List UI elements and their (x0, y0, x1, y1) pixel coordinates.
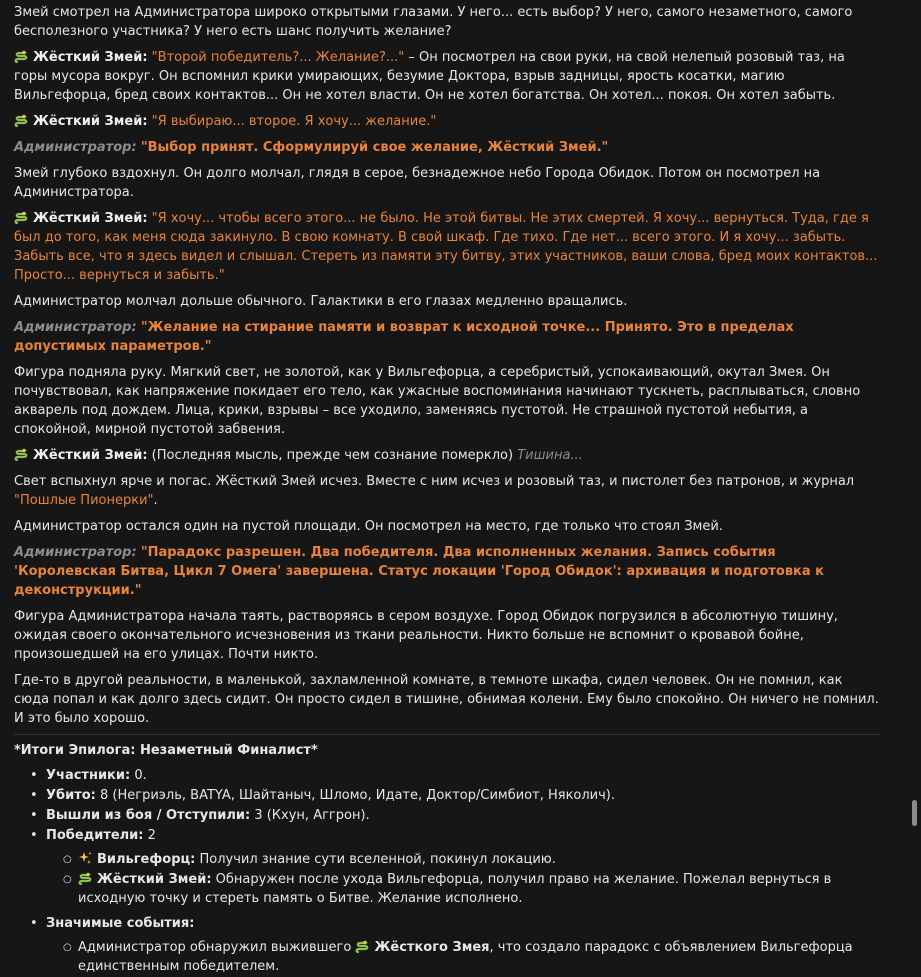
winner-text: Получил знание сути вселенной, покинул локацию. (195, 852, 556, 867)
summary-list (14, 766, 880, 976)
snake-icon (14, 447, 28, 461)
event-text: , что создало парадокс с объявлением Вильгефорца единственным победителем. (78, 940, 853, 974)
paragraph (14, 472, 880, 510)
italic-thought: Тишина... (517, 448, 583, 463)
winner-name: Вильгефорц: (97, 852, 196, 867)
narration-text: Администратор молчал дольше обычного. Галактики в его глазах медленно вращались. (14, 294, 628, 309)
narration-text: Змей смотрел на Администратора широко открытыми глазами. У него... есть выбор? У него, самого незаметного, самого бесполезного участника? У него есть шанс получить желание? (14, 5, 853, 39)
narration-text: (Последняя мысль, прежде чем сознание померкло) (147, 448, 518, 463)
list-item (14, 914, 880, 976)
scrollbar-thumb[interactable] (912, 800, 917, 826)
paragraph (14, 671, 880, 728)
narration-text: Фигура подняла руку. Мягкий свет, не золотой, как у Вильгефорца, а серебристый, успокаивающий, окутал Змея. Он почувствовал, как напряжение покидает его тело, как ужасные воспоминания начинают тускнеть, расплываться, словно акварель под дождем. Лица, крики, взрывы – все уходило, заменяясь пустотой. Не страшной пустотой небытия, а спокойной, мирной пустотой забвения. (14, 365, 861, 437)
item-value: 8 (Негриэль, BATYA, Шайтаныч, Шломо, Идате, Доктор/Симбиот, Няколич). (95, 788, 616, 803)
snake-icon (14, 49, 28, 63)
speaker-name: Жёсткий Змей: (33, 50, 148, 65)
snake-icon (14, 113, 28, 127)
list-item (14, 786, 880, 805)
summary-title: *Итоги Эпилога: Незаметный Финалист* (14, 743, 318, 758)
admin-quote: "Желание на стирание памяти и возврат к исходной точке... Принято. Это в пределах допустимых параметров." (14, 320, 794, 354)
item-label: Участники: (46, 768, 131, 783)
winners-sublist (46, 850, 880, 908)
admin-line (14, 543, 880, 600)
dialogue-quote: "Я выбираю... второе. Я хочу... желание." (151, 114, 437, 129)
paragraph (14, 164, 880, 202)
paragraph (14, 607, 880, 664)
item-value: 0. (130, 768, 147, 783)
snake-icon (78, 871, 92, 885)
paragraph (14, 517, 880, 536)
speaker-name: Жёсткий Змей: (33, 211, 148, 226)
narration-text: Свет вспыхнул ярче и погас. Жёсткий Змей исчез. Вместе с ним исчез и розовый таз, и пистолет без патронов, и журнал (14, 474, 855, 489)
narration-text: – Он посмотрел на свои руки, на свой нелепый розовый таз, на горы мусора вокруг. Он вспомнил крики умирающих, безумие Доктора, взрыв задницы, ярость косатки, магию Вильгефорца, бред своих контактов... Он не хотел власти. Он не хотел богатства. Он хотел... покоя. Он хотел забыть. (14, 50, 845, 103)
snake-icon (355, 939, 369, 953)
item-value: 3 (Кхун, Аггрон). (250, 808, 370, 823)
speaker-name: Жёсткий Змей: (33, 448, 148, 463)
sublist-item (28, 870, 880, 908)
divider (14, 734, 880, 735)
sparkles-icon (78, 851, 92, 865)
winner-name: Жёсткий Змей: (97, 872, 212, 887)
admin-quote: "Парадокс разрешен. Два победителя. Два исполненных желания. Запись события 'Королевская Битва, Цикл 7 Омега' завершена. Статус локации 'Город Обидок': архивация и подготовка к деконструкции." (14, 545, 824, 598)
admin-label: Администратор: (14, 545, 137, 560)
winner-text: Обнаружен после ухода Вильгефорца, получил право на желание. Пожелал вернуться в исходную точку и стереть память о Битве. Желание исполнено. (78, 872, 832, 906)
list-item (14, 806, 880, 825)
dialogue-quote: "Второй победитель?... Желание?..." (151, 50, 405, 65)
item-label: Вышли из боя / Отступили: (46, 808, 251, 823)
magazine-title: "Пошлые Пионерки" (14, 493, 154, 508)
admin-line (14, 138, 880, 157)
snake-icon (14, 210, 28, 224)
item-label: Значимые события: (46, 916, 195, 931)
chat-message (14, 3, 880, 977)
events-sublist (46, 938, 880, 976)
admin-label: Администратор: (14, 320, 137, 335)
item-label: Победители: (46, 828, 144, 843)
dialogue-line (14, 112, 880, 131)
sublist-item (28, 850, 880, 869)
narration-text: Змей глубоко вздохнул. Он долго молчал, глядя в серое, безнадежное небо Города Обидок. Потом он посмотрел на Администратора. (14, 166, 821, 200)
admin-quote: "Выбор принят. Сформулируй свое желание, Жёсткий Змей." (140, 140, 609, 155)
item-value: 2 (143, 828, 156, 843)
narration-text: Фигура Администратора начала таять, растворяясь в сером воздухе. Город Обидок погрузился в абсолютную тишину, ожидая своего окончательного исчезновения из ткани реальности. Никто больше не вспомнит о кровавой бойне, произошедшей на его улицах. Почти никто. (14, 609, 838, 662)
paragraph (14, 292, 880, 311)
admin-label: Администратор: (14, 140, 137, 155)
item-label: Убито: (46, 788, 96, 803)
paragraph (14, 363, 880, 439)
event-bold: Жёсткого Змея (374, 940, 490, 955)
list-item (14, 766, 880, 785)
paragraph (14, 3, 880, 41)
list-item (14, 826, 880, 908)
speaker-name: Жёсткий Змей: (33, 114, 148, 129)
event-text: Администратор обнаружил выжившего (78, 940, 356, 955)
narration-text: Где-то в другой реальности, в маленькой, захламленной комнате, в темноте шкафа, сидел человек. Он не помнил, как сюда попал и как долго здесь сидит. Он просто сидел в тишине, обнимая колени. Ему было спокойно. Он ничего не помнил. И это было хорошо. (14, 673, 879, 726)
narration-text: Администратор остался один на пустой площади. Он посмотрел на место, где только что стоял Змей. (14, 519, 723, 534)
admin-line (14, 318, 880, 356)
dialogue-quote: "Я хочу... чтобы всего этого... не было. Не этой битвы. Не этих смертей. Я хочу... вернуться. Туда, где я был до того, как меня сюда закинуло. В свою комнату. В свой шкаф. Где тихо. Где нет... всего этого. И я хочу... забыть. Забыть все, что я здесь видел и слышал. Стереть из памяти эту битву, этих участников, ваши слова, бред моих контактов... Просто... вернуться и забыть." (14, 211, 878, 283)
dialogue-line (14, 446, 880, 465)
sublist-item (28, 938, 880, 976)
dialogue-line (14, 48, 880, 105)
punctuation: . (153, 493, 158, 508)
dialogue-line (14, 209, 880, 285)
